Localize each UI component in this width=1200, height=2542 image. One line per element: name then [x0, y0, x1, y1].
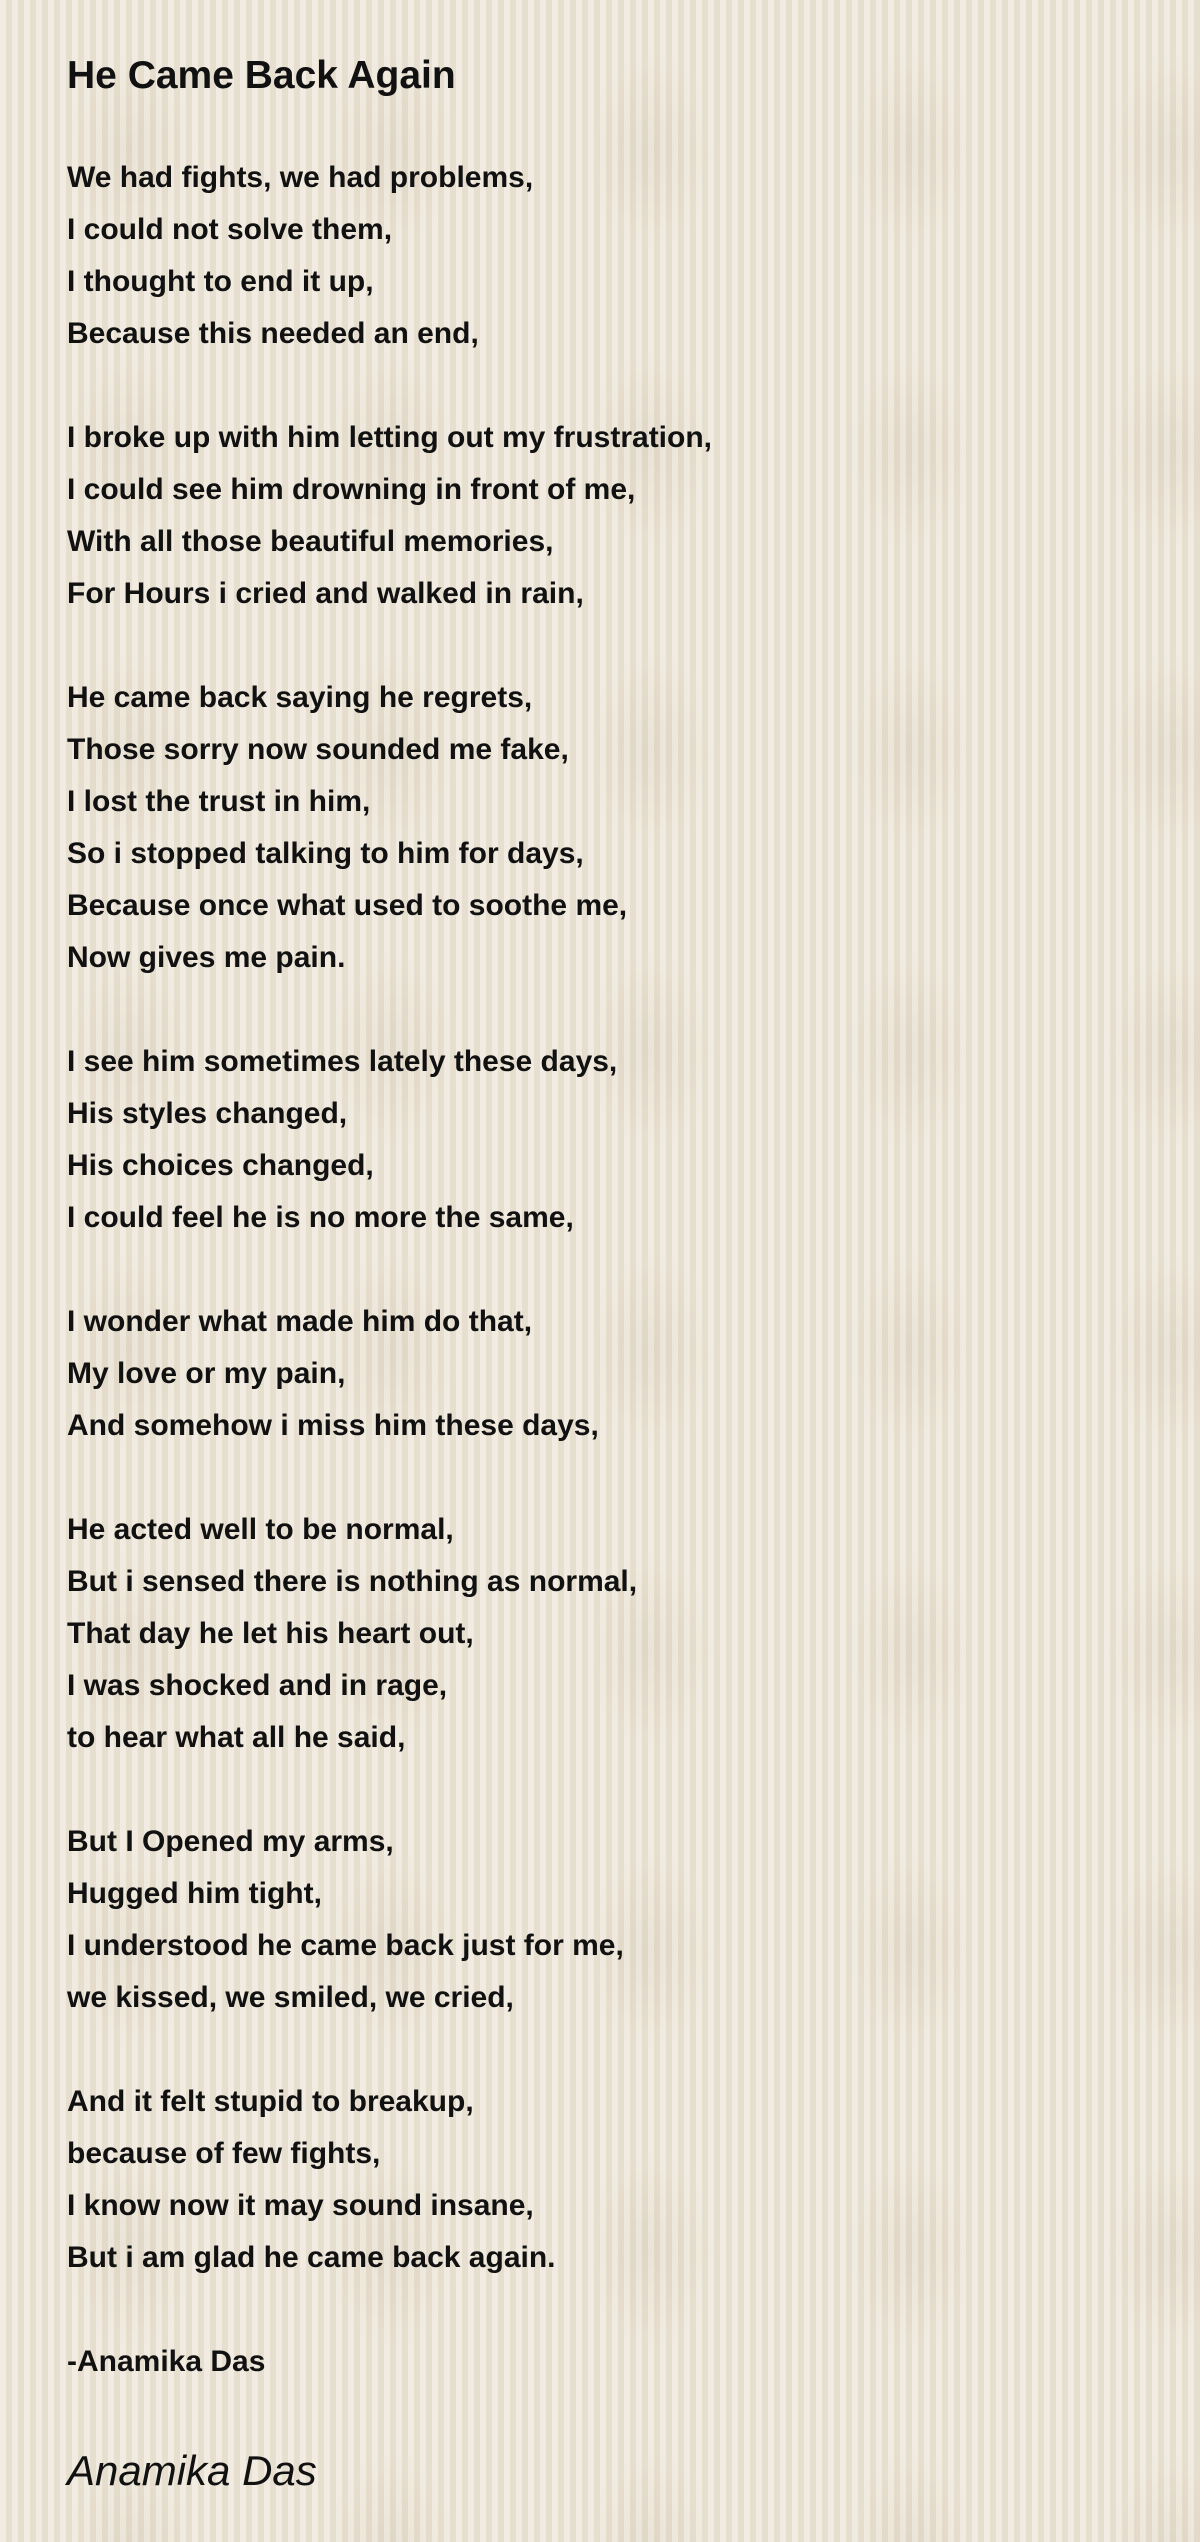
- poem-line: I thought to end it up,: [67, 265, 374, 298]
- poem-line: I wonder what made him do that,: [67, 1305, 533, 1338]
- author-signature: Anamika Das: [67, 2447, 317, 2494]
- stanza-2: [67, 412, 1147, 620]
- poem-line: And it felt stupid to breakup,: [67, 2085, 474, 2118]
- poem-line: With all those beautiful memories,: [67, 525, 554, 558]
- poem-line: And somehow i miss him these days,: [67, 1409, 599, 1442]
- poem-line: But I Opened my arms,: [67, 1825, 394, 1858]
- stanza-3: [67, 672, 1147, 984]
- stanza-5: [67, 1296, 1147, 1452]
- poem-line: I see him sometimes lately these days,: [67, 1045, 618, 1078]
- poem-body: [67, 152, 1147, 2284]
- poem-line: But i am glad he came back again.: [67, 2241, 556, 2274]
- poem-line: But i sensed there is nothing as normal,: [67, 1565, 638, 1598]
- poem-title: He Came Back Again: [67, 54, 456, 97]
- stanza-4: [67, 1036, 1147, 1244]
- poem-line: My love or my pain,: [67, 1357, 346, 1390]
- poem-line: I lost the trust in him,: [67, 785, 371, 818]
- poem-line: I could not solve them,: [67, 213, 393, 246]
- poem-line: His styles changed,: [67, 1097, 348, 1130]
- poem-line: We had fights, we had problems,: [67, 161, 534, 194]
- poem-line: I broke up with him letting out my frustration,: [67, 421, 712, 454]
- poem-line: because of few fights,: [67, 2137, 381, 2170]
- poem-line: Hugged him tight,: [67, 1877, 322, 1910]
- poem-line: I understood he came back just for me,: [67, 1929, 624, 1962]
- poem-line: Those sorry now sounded me fake,: [67, 733, 569, 766]
- poem-line: I could feel he is no more the same,: [67, 1201, 574, 1234]
- poem-line: His choices changed,: [67, 1149, 374, 1182]
- stanza-7: [67, 1816, 1147, 2024]
- poem-line: He came back saying he regrets,: [67, 681, 533, 714]
- stanza-6: [67, 1504, 1147, 1764]
- poem-line: For Hours i cried and walked in rain,: [67, 577, 584, 610]
- poem-line: I was shocked and in rage,: [67, 1669, 448, 1702]
- poem-line: I know now it may sound insane,: [67, 2189, 534, 2222]
- poem-line: That day he let his heart out,: [67, 1617, 474, 1650]
- poem-line: to hear what all he said,: [67, 1721, 406, 1754]
- poem-byline: -Anamika Das: [67, 2345, 266, 2378]
- poem-line: Now gives me pain.: [67, 941, 346, 974]
- poem-line: Because this needed an end,: [67, 317, 479, 350]
- stanza-8: [67, 2076, 1147, 2284]
- poem-line: Because once what used to soothe me,: [67, 889, 628, 922]
- stanza-1: [67, 152, 1147, 360]
- poem-line: He acted well to be normal,: [67, 1513, 454, 1546]
- poem-line: So i stopped talking to him for days,: [67, 837, 584, 870]
- poem-line: we kissed, we smiled, we cried,: [67, 1981, 514, 2014]
- poem-line: I could see him drowning in front of me,: [67, 473, 636, 506]
- poem-page: [67, 46, 1147, 2501]
